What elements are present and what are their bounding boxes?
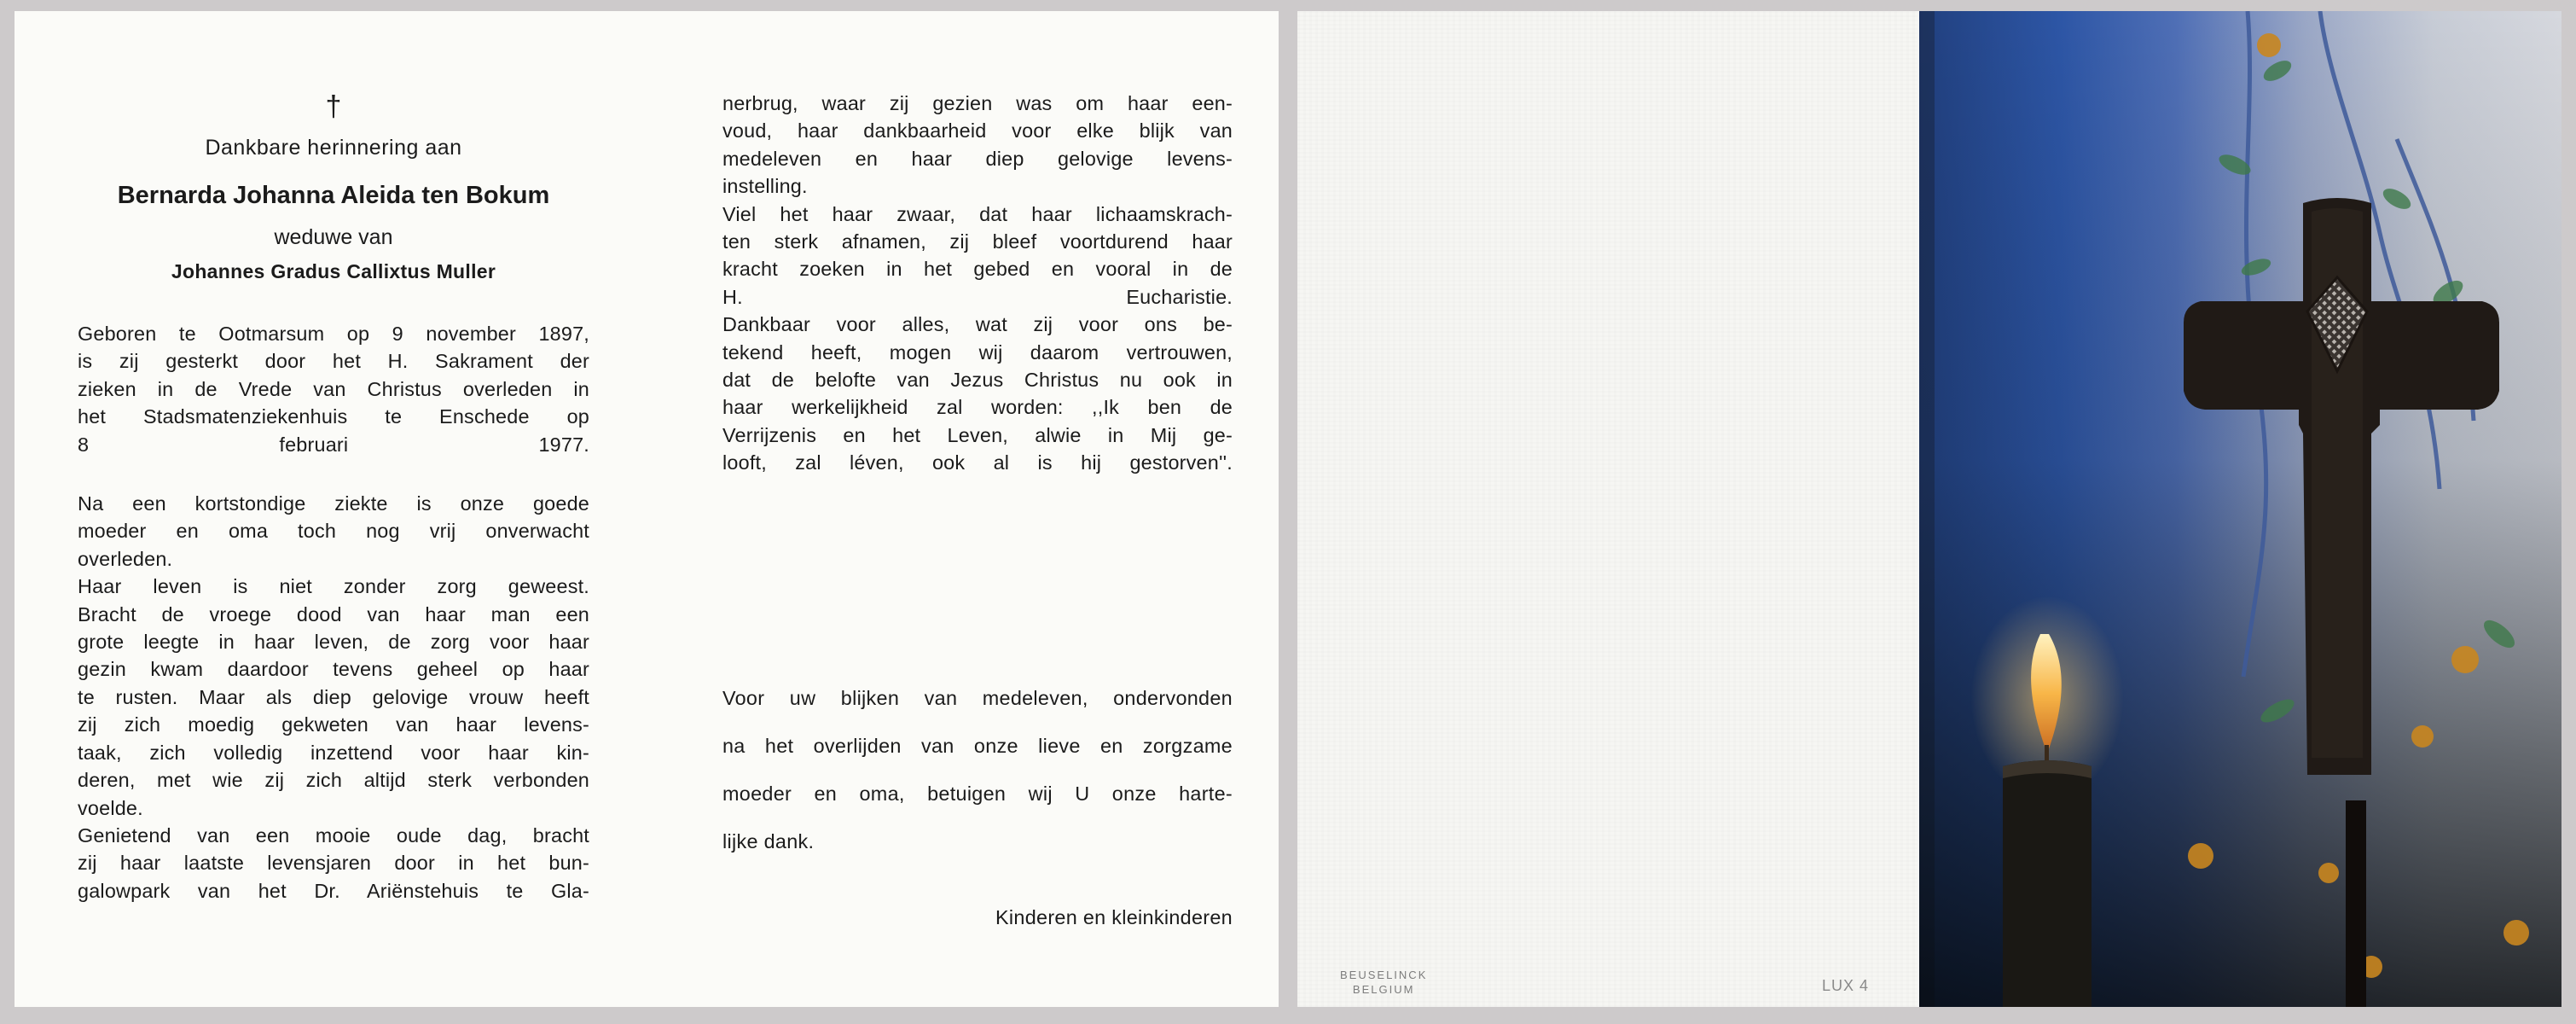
text-line: gezin kwam daardoor tevens geheel op haar [78, 658, 589, 681]
text-line: Verrijzenis en het Leven, alwie in Mij ge- [722, 423, 1233, 446]
blank-back-page [1297, 11, 1917, 1007]
right-body-text [722, 90, 1233, 477]
paragraph [78, 490, 589, 573]
text-line: dat de belofte van Jezus Christus nu ook in [722, 369, 1233, 392]
left-column [78, 92, 589, 905]
text-line: is zij gesterkt door het H. Sakrament der [78, 350, 589, 373]
text-line: haar werkelijkheid zal worden: ,,Ik ben de [722, 396, 1233, 419]
text-line: voelde. [78, 796, 143, 819]
printer-mark [1340, 968, 1427, 997]
text-line: het Stadsmatenziekenhuis te Enschede op [78, 405, 589, 428]
deceased-name: Bernarda Johanna Aleida ten Bokum [117, 182, 550, 209]
text-line: Viel het haar zwaar, dat haar lichaamskrach- [722, 202, 1233, 225]
text-line: grote leegte in haar leven, de zorg voor haar [78, 631, 589, 654]
paragraph [722, 90, 1233, 201]
text-line: nerbrug, waar zij gezien was om haar een- [722, 92, 1233, 114]
text-line: kracht zoeken in het gebed en vooral in de [722, 258, 1233, 281]
memorial-card-outside [1297, 11, 2561, 1007]
paragraph [722, 201, 1233, 311]
text-line: zieken in de Vrede van Christus overleden in [78, 377, 589, 400]
left-body-text [78, 320, 589, 905]
husband-name: Johannes Gradus Callixtus Muller [171, 260, 496, 282]
thanks-line: lijke dank. [722, 830, 815, 852]
text-line: galowpark van het Dr. Ariënstehuis te Gla- [78, 879, 589, 902]
text-line: deren, met wie zij zich altijd sterk verbonden [78, 769, 589, 792]
paragraph [722, 311, 1233, 476]
dedication-heading: Dankbare herinnering aan [205, 136, 462, 160]
text-line: te rusten. Maar als diep gelovige vrouw heeft [78, 685, 589, 708]
text-line: Haar leven is niet zonder zorg geweest. [78, 575, 589, 598]
paragraph [78, 822, 589, 905]
text-line: Geboren te Ootmarsum op 9 november 1897, [78, 323, 589, 345]
thanks-line: moeder en oma, betuigen wij U onze harte- [722, 783, 1233, 805]
text-line: medeleven en haar diep gelovige levens- [722, 147, 1233, 170]
printer-name: BEUSELINCK [1340, 969, 1428, 981]
text-line: voud, haar dankbaarheid voor elke blijk van [722, 119, 1233, 143]
text-line: Genietend van een mooie oude dag, bracht [78, 823, 589, 847]
thanks-line: Voor uw blijken van medeleven, ondervonden [722, 687, 1233, 709]
text-line: zij haar laatste levensjaren door in het bun- [78, 852, 589, 875]
paragraph [78, 320, 589, 458]
text-line: 8 februari 1977. [78, 433, 589, 456]
cross-symbol: † [325, 90, 342, 123]
text-line: Na een kortstondige ziekte is onze goede [78, 492, 589, 515]
printer-country: BELGIUM [1352, 983, 1415, 996]
text-line: Dankbaar voor alles, wat zij voor ons be- [722, 313, 1233, 336]
right-column [722, 90, 1233, 928]
text-line: H. Eucharistie. [722, 285, 1233, 308]
signature: Kinderen en kleinkinderen [995, 906, 1233, 928]
text-line: looft, zal léven, ook al is hij gestorven''. [722, 451, 1233, 474]
thanks-block [722, 684, 1233, 876]
text-line: ten sterk afnamen, zij bleef voortdurend haar [722, 230, 1233, 253]
paragraph [78, 573, 589, 822]
memorial-card-inside [15, 11, 1279, 1007]
text-line: Bracht de vroege dood van haar man een [78, 602, 589, 625]
text-line: overleden. [78, 547, 173, 570]
series-code: LUX 4 [1822, 977, 1870, 994]
text-line: instelling. [722, 175, 808, 198]
text-line: taak, zich volledig inzettend voor haar kin- [78, 741, 589, 764]
cross-candle-photo-icon [1919, 11, 2561, 1007]
text-line: zij zich moedig gekweten van haar levens- [78, 713, 589, 736]
widow-of-label: weduwe van [274, 225, 393, 249]
text-line: moeder en oma toch nog vrij onverwacht [78, 520, 589, 543]
text-line: tekend heeft, mogen wij daarom vertrouwen, [722, 340, 1233, 364]
thanks-line: na het overlijden van onze lieve en zorgzame [722, 735, 1233, 757]
